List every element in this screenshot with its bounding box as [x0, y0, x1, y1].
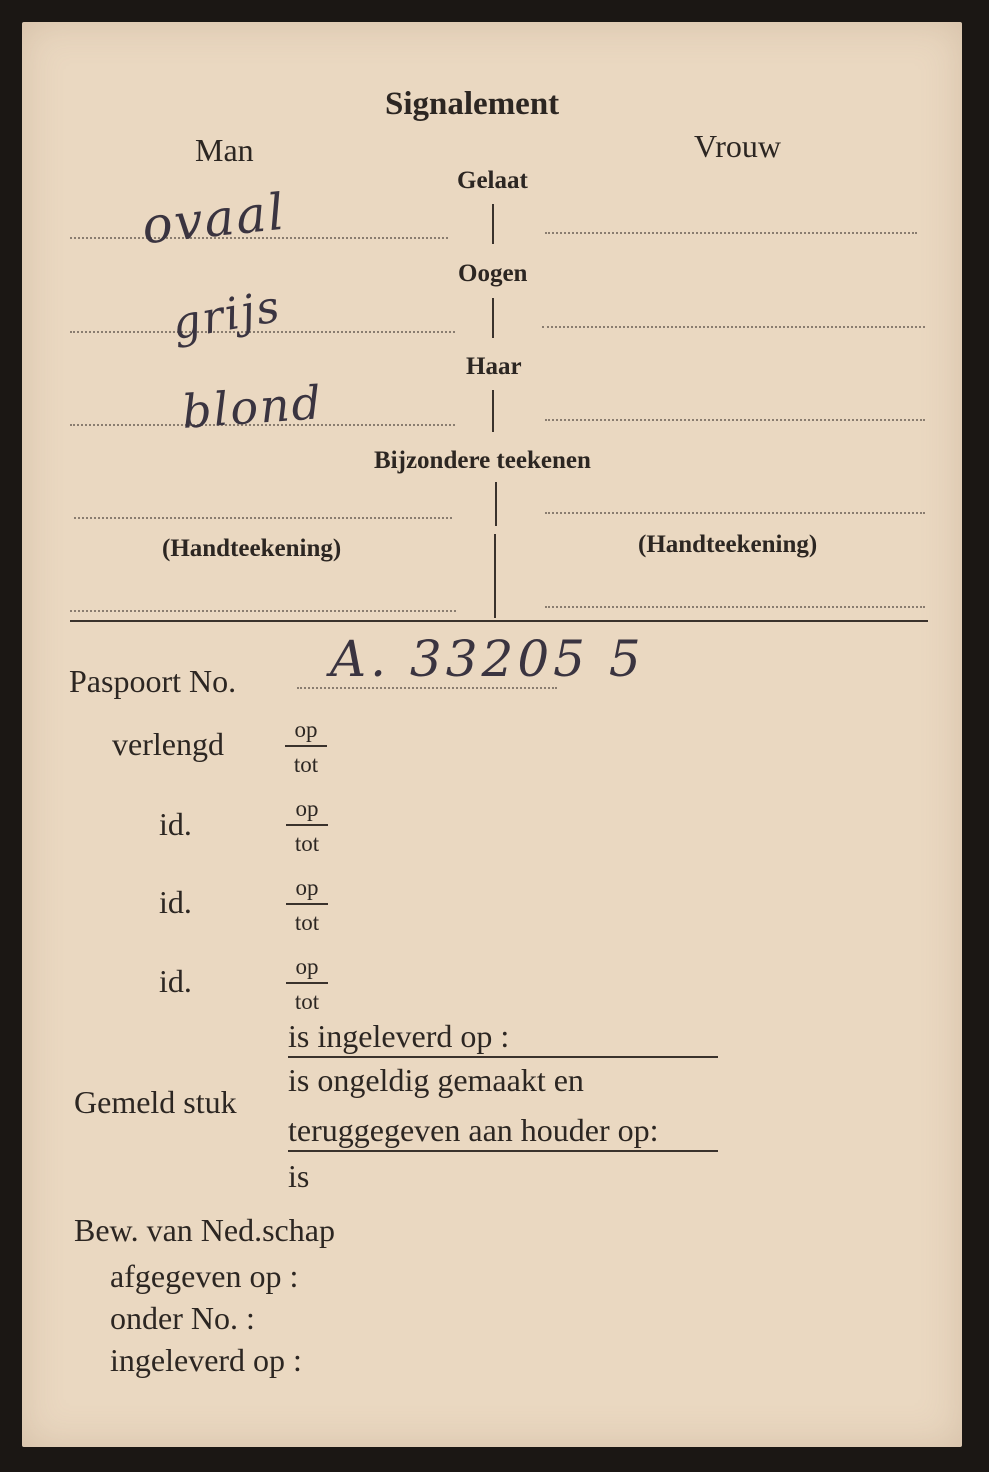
- onder-no-label: onder No. :: [110, 1300, 255, 1336]
- verlengd-label: verlengd: [112, 726, 224, 762]
- bew-label: Bew. van Ned.schap: [74, 1212, 335, 1248]
- op-label: op: [294, 717, 318, 742]
- id-label-1: id.: [159, 806, 192, 842]
- bijzondere-vrouw-line: [545, 512, 925, 514]
- is-line: is: [288, 1158, 310, 1194]
- handwritten-paspoort-no: A. 33205 5: [330, 630, 645, 688]
- rule: [288, 1056, 718, 1058]
- bijzondere-man-line: [74, 517, 452, 519]
- handwritten-haar: blond: [180, 375, 325, 439]
- form-title: Signalement: [385, 86, 560, 122]
- field-label-bijzondere-teekenen: Bijzondere teekenen: [374, 447, 591, 474]
- id-3-op-tot: [286, 955, 328, 1013]
- tot-label: tot: [294, 831, 320, 856]
- fraction-bar: [286, 824, 328, 826]
- fraction-bar: [285, 745, 327, 747]
- tot-label: tot: [294, 989, 320, 1014]
- column-header-man: Man: [195, 132, 254, 168]
- ongeldig-line-2: teruggegeven aan houder op:: [288, 1112, 659, 1148]
- afgegeven-label: afgegeven op :: [110, 1258, 299, 1294]
- field-label-gelaat: Gelaat: [457, 167, 528, 194]
- op-label: op: [295, 875, 319, 900]
- divider: [492, 298, 494, 338]
- id-2-op-tot: [286, 876, 328, 934]
- id-label-3: id.: [159, 963, 192, 999]
- signature-vrouw-line: [545, 606, 925, 608]
- divider: [492, 204, 494, 244]
- ingeleverd-line: is ingeleverd op :: [288, 1018, 510, 1054]
- gemeld-stuk-label: Gemeld stuk: [74, 1084, 237, 1120]
- ongeldig-line-1: is ongeldig gemaakt en: [288, 1062, 584, 1098]
- fraction-bar: [286, 903, 328, 905]
- section-divider: [70, 620, 928, 622]
- registration-card: [22, 22, 962, 1447]
- id-label-2: id.: [159, 884, 192, 920]
- fraction-bar: [286, 982, 328, 984]
- field-label-haar: Haar: [466, 353, 522, 380]
- ingeleverd-op-label: ingeleverd op :: [110, 1342, 302, 1378]
- haar-vrouw-line: [545, 419, 925, 421]
- tot-label: tot: [294, 910, 320, 935]
- signature-label-vrouw: (Handteekening): [638, 531, 818, 558]
- field-label-oogen: Oogen: [458, 260, 528, 287]
- rule: [288, 1150, 718, 1152]
- op-label: op: [295, 796, 319, 821]
- id-1-op-tot: [286, 797, 328, 855]
- divider: [492, 390, 494, 432]
- divider: [495, 482, 497, 526]
- column-header-vrouw: Vrouw: [694, 128, 781, 164]
- gelaat-vrouw-line: [545, 232, 917, 234]
- paspoort-label: Paspoort No.: [69, 663, 237, 699]
- handwritten-gelaat: ovaal: [139, 182, 289, 256]
- handwritten-oogen: grijs: [168, 280, 286, 351]
- signature-man-line: [70, 610, 456, 612]
- divider: [494, 534, 496, 618]
- op-label: op: [295, 954, 319, 979]
- tot-label: tot: [293, 752, 319, 777]
- verlengd-op-tot: [285, 718, 327, 776]
- oogen-vrouw-line: [542, 326, 925, 328]
- signature-label-man: (Handteekening): [162, 535, 342, 562]
